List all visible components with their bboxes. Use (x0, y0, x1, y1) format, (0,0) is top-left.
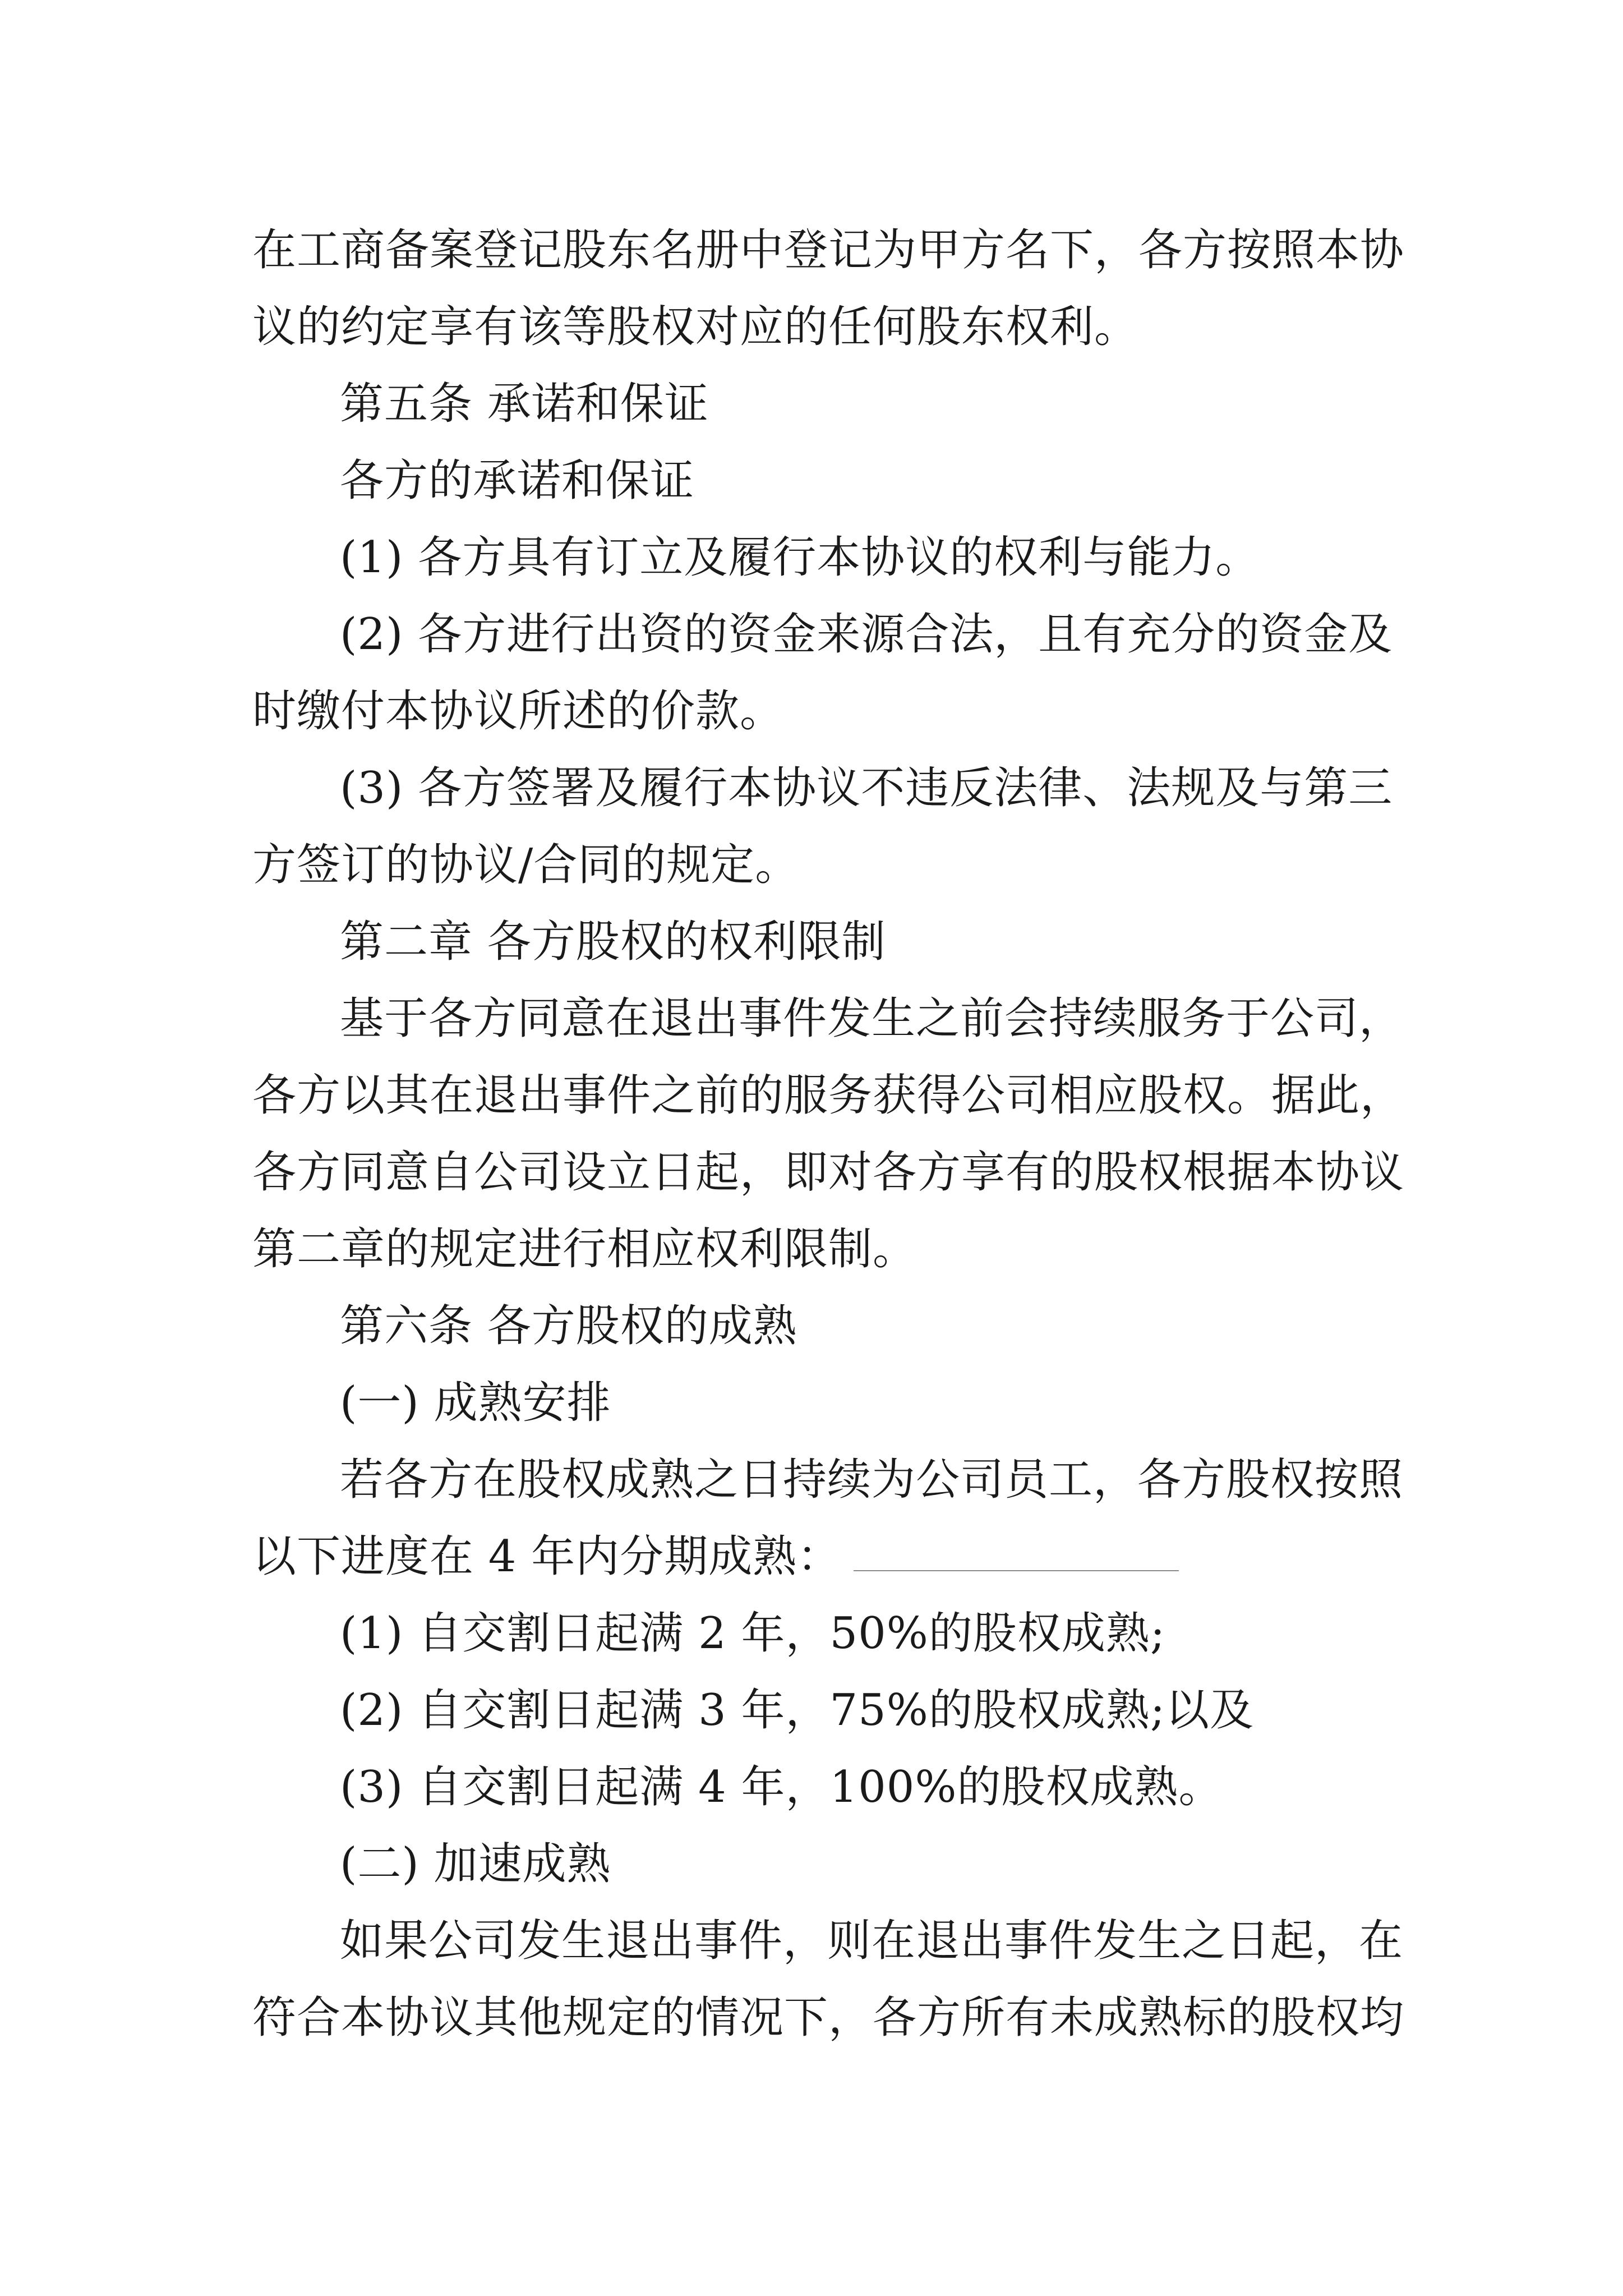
list-item: (1) 各方具有订立及履行本协议的权利与能力。 (340, 532, 1260, 583)
list-item: (2) 自交割日起满 3 年，75%的股权成熟;以及 (340, 1685, 1255, 1736)
paragraph-line: 基于各方同意在退出事件发生之前会持续服务于公司， (340, 993, 1404, 1044)
section-subheading: (一) 成熟安排 (340, 1378, 611, 1428)
paragraph-line: 第二章的规定进行相应权利限制。 (252, 1224, 917, 1274)
paragraph-line: 若各方在股权成熟之日持续为公司员工，各方股权按照 (340, 1455, 1404, 1505)
section-subheading: (二) 加速成熟 (340, 1839, 611, 1889)
list-item: (1) 自交割日起满 2 年，50%的股权成熟; (340, 1608, 1166, 1659)
list-item: (3) 各方签署及履行本协议不违反法律、法规及与第三 (340, 763, 1393, 813)
paragraph-line: 符合本协议其他规定的情况下，各方所有未成熟标的股权均 (252, 1993, 1405, 2043)
paragraph-line: 议的约定享有该等股权对应的任何股东权利。 (252, 302, 1139, 352)
agreement-text-body (252, 212, 1405, 2056)
paragraph-line: 方签订的协议/合同的规定。 (252, 840, 800, 890)
list-item: (2) 各方进行出资的资金来源合法，且有充分的资金及 (340, 609, 1393, 660)
fill-in-blank[interactable] (854, 1526, 1179, 1571)
paragraph-line: 在工商备案登记股东名册中登记为甲方名下，各方按照本协 (252, 225, 1405, 275)
chapter-heading: 第二章 各方股权的权利限制 (340, 917, 886, 967)
paragraph-line: 如果公司发生退出事件，则在退出事件发生之日起，在 (340, 1916, 1404, 1966)
article-heading: 第六条 各方股权的成熟 (340, 1301, 797, 1351)
paragraph-text: 以下进度在 4 年内分期成熟： (252, 1531, 842, 1582)
list-item: (3) 自交割日起满 4 年，100%的股权成熟。 (340, 1762, 1223, 1812)
paragraph-line: 时缴付本协议所述的价款。 (252, 686, 785, 737)
paragraph-line: 各方同意自公司设立日起，即对各方享有的股权根据本协议 (252, 1147, 1405, 1198)
paragraph-line-with-blank (252, 1519, 1380, 1595)
article-heading: 第五条 承诺和保证 (340, 379, 709, 429)
paragraph-line: 各方以其在退出事件之前的服务获得公司相应股权。据此， (252, 1070, 1405, 1121)
section-subheading: 各方的承诺和保证 (340, 455, 695, 506)
